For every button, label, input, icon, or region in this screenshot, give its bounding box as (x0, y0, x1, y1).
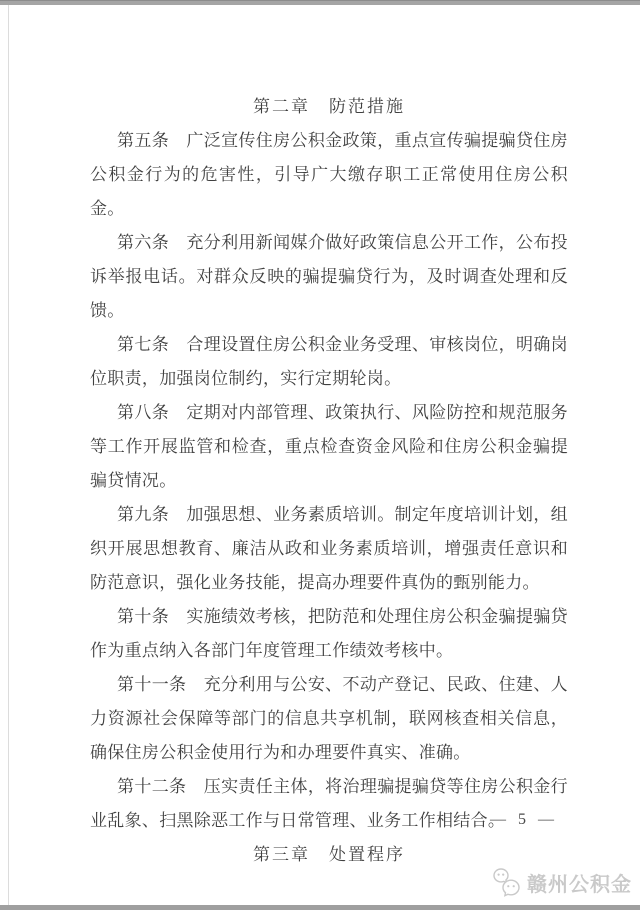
watermark (491, 867, 632, 897)
scan-edge-left (8, 5, 9, 905)
scan-frame-top (0, 0, 640, 5)
chapter-2-heading: 第二章 防范措施 (253, 97, 405, 116)
article-10-paragraph: 第十条 实施绩效考核，把防范和处理住房公积金骗提骗贷作为重点纳入各部门年度管理工作绩效考核中。 (90, 607, 568, 660)
article-12-paragraph: 第十二条 压实责任主体，将治理骗提骗贷等住房公积金行业乱象、扫黑除恶工作与日常管理、业务工作相结合。 (90, 777, 568, 830)
wechat-logo-icon (491, 867, 523, 897)
chapter-3-heading: 第三章 处置程序 (253, 845, 405, 864)
document-body (90, 90, 568, 872)
article-11-paragraph: 第十一条 充分利用与公安、不动产登记、民政、住建、人力资源社会保障等部门的信息共享机制，联网核查相关信息，确保住房公积金使用行为和办理要件真实、准确。 (90, 675, 568, 762)
article-9-paragraph: 第九条 加强思想、业务素质培训。制定年度培训计划，组织开展思想教育、廉洁从政和业务素质培训，增强责任意识和防范意识，强化业务技能，提高办理要件真伪的甄别能力。 (90, 505, 568, 592)
article-8-paragraph: 第八条 定期对内部管理、政策执行、风险防控和规范服务等工作开展监管和检查，重点检查资金风险和住房公积金骗提骗贷情况。 (90, 403, 568, 490)
article-5-paragraph: 第五条 广泛宣传住房公积金政策，重点宣传骗提骗贷住房公积金行为的危害性，引导广大缴存职工正常使用住房公积金。 (90, 131, 568, 218)
watermark-label: 赣州公积金 (527, 873, 632, 896)
page-number: — 5 — (490, 811, 558, 828)
article-6-paragraph: 第六条 充分利用新闻媒介做好政策信息公开工作，公布投诉举报电话。对群众反映的骗提骗贷行为，及时调查处理和反馈。 (90, 233, 568, 320)
article-7-paragraph: 第七条 合理设置住房公积金业务受理、审核岗位，明确岗位职责，加强岗位制约，实行定期轮岗。 (90, 335, 568, 388)
scan-frame-bottom (0, 905, 640, 910)
